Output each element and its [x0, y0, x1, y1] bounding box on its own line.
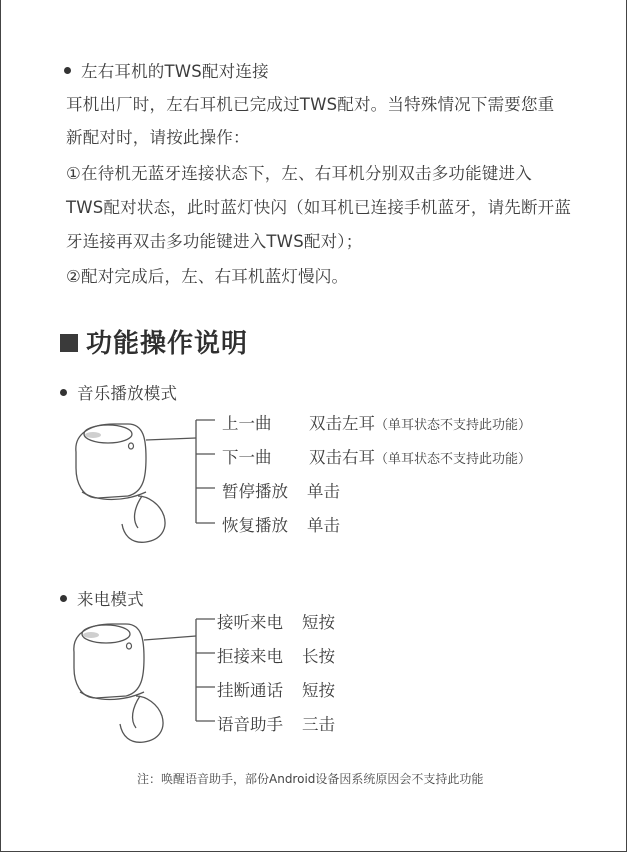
square-bullet-icon: [60, 334, 78, 352]
music-function-name: 下一曲: [222, 448, 272, 467]
music-function-desc: [309, 410, 531, 434]
call-function-desc: 三击: [302, 715, 335, 734]
footnote: 注：唤醒语音助手，部份Android设备因系统原因会不支持此功能: [137, 772, 484, 786]
call-function-name: 接听来电: [217, 613, 283, 632]
music-function-name: 暂停播放: [222, 482, 288, 501]
call-function-name: 语音助手: [217, 715, 283, 734]
call-function-name: 拒接来电: [217, 647, 283, 666]
pairing-heading-text: 左右耳机的TWS配对连接: [81, 62, 269, 81]
music-function-desc: [309, 444, 531, 468]
bullet-icon: [64, 67, 71, 74]
earbud-illustration-music: [68, 412, 228, 552]
call-function-desc: 短按: [302, 613, 335, 632]
music-function-action: 双击左耳: [309, 414, 375, 433]
earbud-illustration-call: [66, 612, 226, 752]
music-function-name: 恢复播放: [222, 516, 288, 535]
section-title: [60, 323, 248, 360]
music-function-action: 双击右耳: [309, 448, 375, 467]
music-function-name: 上一曲: [222, 414, 272, 433]
call-heading-text: 来电模式: [77, 590, 144, 609]
call-function-desc: 长按: [302, 647, 335, 666]
call-function-desc: 短按: [302, 681, 335, 700]
pairing-heading: [64, 58, 269, 82]
music-heading: [60, 380, 177, 404]
music-function-note: （单耳状态不支持此功能）: [375, 452, 532, 467]
bullet-icon: [60, 595, 67, 602]
music-function-note: （单耳状态不支持此功能）: [375, 418, 532, 433]
music-heading-text: 音乐播放模式: [77, 384, 178, 403]
music-function-desc: 单击: [307, 516, 340, 535]
pairing-line: ①在待机无蓝牙连接状态下，左、右耳机分别双击多功能键进入: [66, 164, 532, 183]
pairing-line: 耳机出厂时，左右耳机已完成过TWS配对。当特殊情况下需要您重: [66, 95, 555, 114]
pairing-line: 新配对时，请按此操作：: [66, 128, 250, 147]
pairing-line: TWS配对状态，此时蓝灯快闪（如耳机已连接手机蓝牙，请先断开蓝: [66, 198, 572, 217]
call-function-name: 挂断通话: [217, 681, 283, 700]
call-heading: [60, 586, 144, 610]
bullet-icon: [60, 389, 67, 396]
music-function-desc: 单击: [307, 482, 340, 501]
pairing-line: 牙连接再双击多功能键进入TWS配对）；: [66, 232, 363, 251]
pairing-line: ②配对完成后，左、右耳机蓝灯慢闪。: [66, 267, 349, 286]
section-title-text: 功能操作说明: [86, 329, 249, 359]
